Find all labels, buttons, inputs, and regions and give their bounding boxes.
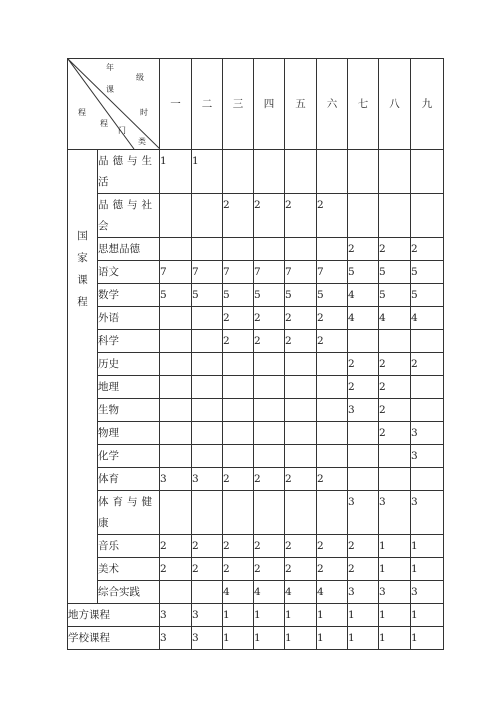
hours-cell: 1 [348,604,379,627]
subject-cell: 音乐 [98,535,160,558]
hours-cell: 3 [160,604,192,627]
table-row [68,581,444,604]
hours-cell: 1 [254,604,285,627]
hours-cell [223,399,254,422]
hours-cell [317,150,348,194]
hours-cell: 2 [285,468,317,491]
hours-cell: 7 [192,261,223,284]
hours-cell: 2 [254,307,285,330]
hours-cell: 5 [317,284,348,307]
hours-cell: 2 [379,422,411,445]
hours-cell: 2 [285,307,317,330]
hours-cell [192,353,223,376]
subject-cell: 语文 [98,261,160,284]
hours-cell: 3 [348,399,379,422]
hours-cell [411,376,444,399]
hours-cell [411,194,444,238]
header-row [68,59,444,150]
hours-cell: 7 [223,261,254,284]
hours-cell [223,445,254,468]
hours-cell: 1 [411,627,444,650]
table-row [68,238,444,261]
hours-cell [285,150,317,194]
hours-cell: 1 [254,627,285,650]
table-row [68,535,444,558]
subject-cell: 历史 [98,353,160,376]
hours-cell: 2 [223,330,254,353]
hours-cell: 3 [411,491,444,535]
hours-cell: 2 [254,194,285,238]
hours-cell [254,445,285,468]
grade-header: 七 [348,59,379,150]
hours-cell: 2 [317,307,348,330]
hours-cell [254,238,285,261]
hours-cell: 1 [223,627,254,650]
grade-header: 六 [317,59,348,150]
hours-cell: 2 [317,558,348,581]
hours-cell: 4 [285,581,317,604]
hours-cell [223,376,254,399]
hours-cell [160,376,192,399]
hours-cell [223,353,254,376]
hours-cell [192,422,223,445]
hours-cell: 5 [379,261,411,284]
hours-cell: 1 [317,627,348,650]
hours-cell: 2 [254,558,285,581]
hours-cell: 2 [160,558,192,581]
table-row [68,422,444,445]
hours-cell: 2 [379,353,411,376]
table-row [68,399,444,422]
hours-cell [411,399,444,422]
hours-cell [285,445,317,468]
hours-cell [348,194,379,238]
hours-cell: 2 [348,376,379,399]
hours-cell [317,238,348,261]
hours-cell: 2 [192,535,223,558]
hours-cell: 2 [379,376,411,399]
hours-cell: 2 [254,330,285,353]
corner-label: 门 [118,126,126,135]
subject-cell: 品德与生活 [98,150,160,194]
hours-cell: 2 [254,535,285,558]
hours-cell [379,330,411,353]
grade-header: 一 [160,59,192,150]
hours-cell: 4 [348,284,379,307]
hours-cell: 2 [317,535,348,558]
hours-cell: 3 [192,627,223,650]
hours-cell [160,491,192,535]
category-national-cell [68,150,98,604]
subject-cell: 思想品德 [98,238,160,261]
hours-cell [317,491,348,535]
hours-cell [192,445,223,468]
hours-cell [160,445,192,468]
hours-cell [379,468,411,491]
hours-cell [285,491,317,535]
hours-cell [285,376,317,399]
hours-cell: 1 [379,535,411,558]
category-char: 程 [77,296,88,308]
hours-cell: 2 [285,330,317,353]
subject-cell: 物理 [98,422,160,445]
hours-cell [254,376,285,399]
table-row [68,468,444,491]
hours-cell: 2 [317,468,348,491]
hours-cell [348,422,379,445]
hours-cell [223,150,254,194]
grade-header: 九 [411,59,444,150]
diagonal-header-cell [68,59,160,150]
hours-cell [348,150,379,194]
subject-cell: 化学 [98,445,160,468]
hours-cell [317,422,348,445]
hours-cell [285,353,317,376]
table-row [68,376,444,399]
hours-cell: 3 [192,604,223,627]
category-char: 国 [77,230,88,242]
hours-cell [192,307,223,330]
hours-cell: 5 [223,284,254,307]
hours-cell [192,194,223,238]
hours-cell: 1 [411,604,444,627]
hours-cell: 2 [411,238,444,261]
hours-cell [379,150,411,194]
hours-cell [160,422,192,445]
corner-label: 时 [140,108,148,117]
hours-cell: 7 [285,261,317,284]
hours-cell [160,581,192,604]
hours-cell: 2 [348,535,379,558]
subject-cell: 数学 [98,284,160,307]
hours-cell: 4 [379,307,411,330]
hours-cell [254,353,285,376]
hours-cell [285,399,317,422]
curriculum-label-cell: 学校课程 [68,627,160,650]
hours-cell: 2 [411,353,444,376]
hours-cell: 5 [411,261,444,284]
hours-cell: 7 [160,261,192,284]
category-char: 课 [77,274,88,286]
hours-cell: 1 [379,558,411,581]
hours-cell: 5 [285,284,317,307]
hours-cell [317,376,348,399]
grade-header: 二 [192,59,223,150]
hours-cell [285,238,317,261]
table-row [68,627,444,650]
hours-cell: 2 [379,399,411,422]
hours-cell: 3 [160,627,192,650]
hours-cell [348,330,379,353]
hours-cell: 2 [285,535,317,558]
hours-cell: 3 [379,581,411,604]
curriculum-label-cell: 地方课程 [68,604,160,627]
table-row [68,491,444,535]
hours-cell: 2 [317,330,348,353]
hours-cell: 3 [379,491,411,535]
table-row [68,194,444,238]
subject-cell: 综合实践 [98,581,160,604]
hours-cell: 2 [348,353,379,376]
corner-label: 课 [106,85,114,94]
hours-cell: 1 [317,604,348,627]
hours-cell: 3 [192,468,223,491]
hours-cell: 2 [160,535,192,558]
hours-cell: 4 [348,307,379,330]
hours-cell [192,238,223,261]
subject-cell: 科学 [98,330,160,353]
table-row [68,330,444,353]
table-row [68,284,444,307]
hours-cell [254,422,285,445]
hours-cell [317,445,348,468]
subject-cell: 生物 [98,399,160,422]
hours-cell: 2 [348,558,379,581]
corner-label: 年 [106,63,114,72]
hours-cell: 1 [411,558,444,581]
hours-cell: 2 [285,558,317,581]
table-row [68,307,444,330]
subject-cell: 美术 [98,558,160,581]
hours-cell [411,468,444,491]
table-row [68,604,444,627]
hours-cell: 7 [254,261,285,284]
hours-cell: 1 [192,150,223,194]
hours-cell: 2 [223,468,254,491]
hours-cell [348,468,379,491]
table-row [68,150,444,194]
hours-cell [160,238,192,261]
hours-cell: 4 [317,581,348,604]
hours-cell: 1 [285,627,317,650]
hours-cell: 3 [348,491,379,535]
hours-cell [348,445,379,468]
grade-header: 三 [223,59,254,150]
subject-cell: 体育与健康 [98,491,160,535]
hours-cell: 1 [348,627,379,650]
corner-label: 类 [138,137,146,146]
hours-cell: 4 [223,581,254,604]
hours-cell: 2 [223,307,254,330]
hours-cell: 3 [160,468,192,491]
grade-header: 四 [254,59,285,150]
corner-label: 程 [100,119,108,128]
hours-cell [192,330,223,353]
hours-cell: 1 [223,604,254,627]
table-row [68,558,444,581]
hours-cell [254,150,285,194]
subject-cell: 地理 [98,376,160,399]
category-char: 家 [77,252,88,264]
hours-cell [192,581,223,604]
hours-cell [160,194,192,238]
subject-cell: 外语 [98,307,160,330]
hours-cell: 2 [379,238,411,261]
hours-cell [285,422,317,445]
hours-cell [223,238,254,261]
hours-cell: 4 [411,307,444,330]
hours-cell: 2 [285,194,317,238]
hours-cell: 3 [411,581,444,604]
hours-cell: 5 [254,284,285,307]
hours-cell: 5 [160,284,192,307]
hours-cell: 2 [192,558,223,581]
hours-cell: 5 [411,284,444,307]
grade-header: 八 [379,59,411,150]
hours-cell: 2 [348,238,379,261]
hours-cell: 4 [254,581,285,604]
curriculum-table [67,58,444,650]
hours-cell [411,150,444,194]
subject-cell: 体育 [98,468,160,491]
hours-cell [160,330,192,353]
hours-cell: 1 [379,604,411,627]
hours-cell: 1 [411,535,444,558]
hours-cell: 3 [411,445,444,468]
hours-cell: 2 [223,558,254,581]
hours-cell: 3 [411,422,444,445]
hours-cell [192,491,223,535]
hours-cell: 3 [348,581,379,604]
hours-cell: 2 [317,194,348,238]
hours-cell [411,330,444,353]
hours-cell [379,194,411,238]
hours-cell [160,307,192,330]
hours-cell: 2 [254,468,285,491]
table-row [68,353,444,376]
hours-cell [223,491,254,535]
hours-cell: 1 [160,150,192,194]
hours-cell [160,353,192,376]
hours-cell: 2 [223,535,254,558]
hours-cell: 1 [379,627,411,650]
hours-cell [192,376,223,399]
hours-cell [317,353,348,376]
hours-cell [160,399,192,422]
hours-cell: 5 [192,284,223,307]
hours-cell [379,445,411,468]
subject-cell: 品德与社会 [98,194,160,238]
hours-cell [254,491,285,535]
corner-label: 程 [78,108,86,117]
hours-cell: 5 [379,284,411,307]
hours-cell [317,399,348,422]
table-row [68,261,444,284]
grade-header: 五 [285,59,317,150]
hours-cell: 7 [317,261,348,284]
hours-cell [192,399,223,422]
hours-cell: 5 [348,261,379,284]
table-row [68,445,444,468]
hours-cell [254,399,285,422]
corner-label: 级 [136,73,144,82]
hours-cell: 1 [285,604,317,627]
hours-cell [223,422,254,445]
hours-cell: 2 [223,194,254,238]
